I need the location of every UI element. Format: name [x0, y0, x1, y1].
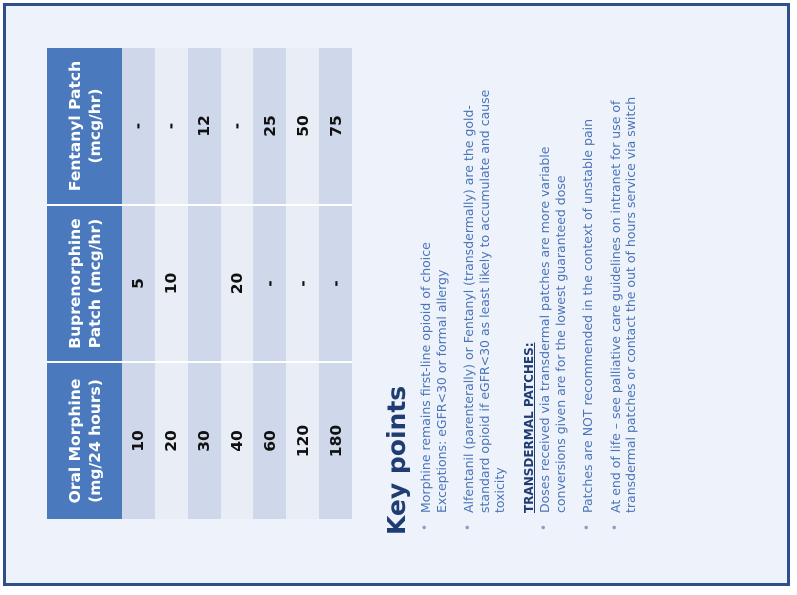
cell-morphine: 60 [253, 362, 286, 519]
bullet-icon: • [537, 523, 551, 531]
cell-fentanyl: - [221, 48, 254, 205]
list-item [580, 30, 596, 535]
cell-fentanyl: - [155, 48, 188, 205]
cell-fentanyl: 12 [188, 48, 221, 205]
cell-fentanyl: 25 [253, 48, 286, 205]
list-item-line: Morphine remains first-line opioid of choice [418, 242, 433, 513]
table-row [188, 48, 221, 519]
table-row [122, 48, 155, 519]
key-points-list [418, 30, 651, 535]
list-item-line: Exceptions: eGFR<30 or formal allergy [433, 269, 449, 513]
bullet-icon: • [461, 523, 475, 531]
table-row [319, 48, 352, 519]
cell-buprenorphine: - [286, 205, 319, 362]
cell-fentanyl: - [122, 48, 155, 205]
bullet-icon: • [418, 523, 432, 531]
list-item [461, 30, 508, 535]
rotated-content [6, 6, 787, 583]
cell-fentanyl: 75 [319, 48, 352, 205]
cell-buprenorphine: 10 [155, 205, 188, 362]
list-item [608, 30, 639, 535]
cell-buprenorphine [188, 205, 221, 362]
cell-morphine: 30 [188, 362, 221, 519]
cell-buprenorphine: 20 [221, 205, 254, 362]
list-item-line: standard opioid if eGFR<30 as least likely to accumulate and cause [476, 89, 492, 513]
cell-fentanyl: 50 [286, 48, 319, 205]
list-item [418, 30, 449, 535]
slide-frame [3, 3, 790, 586]
cell-buprenorphine: 5 [122, 205, 155, 362]
bullet-icon: • [580, 523, 594, 531]
table-header-row [47, 48, 122, 519]
header-fentanyl-patch: Fentanyl Patch (mcg/hr) [47, 48, 122, 205]
cell-morphine: 20 [155, 362, 188, 519]
cell-buprenorphine: - [253, 205, 286, 362]
list-item-line: Doses received via transdermal patches are more variable [537, 146, 552, 513]
list-item-line: conversions given are for the lowest guaranteed dose [552, 175, 568, 513]
list-item-line: At end of life – see palliative care guidelines on intranet for use of [607, 100, 623, 513]
transdermal-patches-heading: TRANSDERMAL PATCHES: [521, 342, 536, 513]
key-points-title: Key points [382, 385, 411, 535]
list-item-line: transdermal patches or contact the out of hours service via switch [623, 96, 638, 513]
table-row [155, 48, 188, 519]
cell-morphine: 10 [122, 362, 155, 519]
table-row [221, 48, 254, 519]
list-item-line: Patches are NOT recommended in the context of unstable pain [580, 118, 595, 513]
table-row [253, 48, 286, 519]
header-oral-morphine: Oral Morphine (mg/24 hours) [47, 362, 122, 519]
list-item-line: Alfentanil (parenterally) or Fentanyl (transdermally) are the gold- [461, 105, 476, 513]
cell-morphine: 180 [319, 362, 352, 519]
cell-morphine: 40 [221, 362, 254, 519]
cell-buprenorphine: - [319, 205, 352, 362]
list-item [537, 30, 568, 535]
dose-conversion-table [47, 48, 352, 519]
table-row [286, 48, 319, 519]
bullet-icon: • [607, 523, 622, 531]
cell-morphine: 120 [286, 362, 319, 519]
header-buprenorphine-patch: Buprenorphine Patch (mcg/hr) [47, 205, 122, 362]
list-item-line: toxicity [492, 467, 507, 513]
